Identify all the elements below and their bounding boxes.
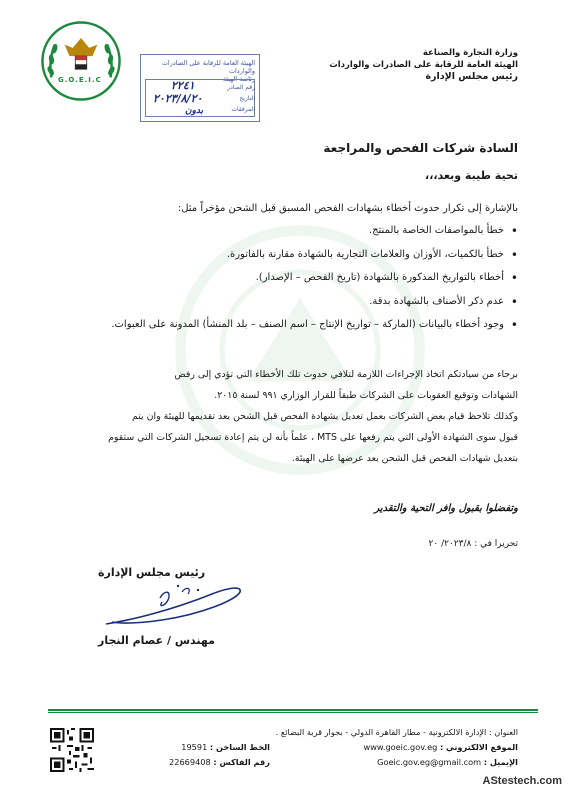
footer-address: العنوان : الإدارة الالكترونية - مطار القاهرة الدولي - بجوار قرية البضائع . xyxy=(275,727,518,737)
ministry-header xyxy=(288,47,518,83)
greeting: تحية طيبة وبعد،،، xyxy=(425,169,518,182)
list-item: • أخطاء بالتواريخ المذكورة بالشهادة (تاريخ الفحص – الإصدار). xyxy=(78,272,518,296)
addressee: السادة شركات الفحص والمراجعة xyxy=(323,141,518,155)
list-item: • خطأ بالكميات، الأوزان والعلامات التجارية بالشهادة مقارنة بالفاتورة. xyxy=(78,249,518,273)
paragraph-2 xyxy=(56,406,518,469)
footer-fax-row xyxy=(169,757,270,767)
footer-website-row xyxy=(364,742,519,752)
stamp-date-handwritten: ٢٠٢٣/٨/٢٠ xyxy=(153,92,203,105)
letter-date: تحريرا في : ٢٠٢٣/٨/ ٢٠ xyxy=(428,539,518,549)
list-item: • عدم ذكر الأصناف بالشهادة بدقة. xyxy=(78,296,518,320)
footer-email-label: الإيميل : xyxy=(483,757,518,767)
list-item: • خطأ بالمواصفات الخاصة بالمنتج. xyxy=(78,225,518,249)
footer-hotline-row xyxy=(181,742,270,752)
footer-divider xyxy=(48,709,538,711)
footer-website-label: الموقع الالكتروني : xyxy=(439,742,518,752)
signer-name: مهندس / عصام النجار xyxy=(98,634,215,647)
logo-caption: G.O.E.I.C xyxy=(58,76,102,84)
footer-hotline: 19591 xyxy=(181,742,208,752)
paragraph-1 xyxy=(56,364,518,406)
footer-hotline-label: الخط الساخن : xyxy=(209,742,270,752)
paragraph-2-line-2: قبول سوى الشهادة الأولى التي يتم رفعها على MTS ، علماً بأنه لن يتم إعادة تسجيل الشركات التي ستقوم xyxy=(108,432,518,443)
ministry-line-1: وزارة التجارة والصناعة xyxy=(422,48,518,58)
site-watermark: AStestech.com xyxy=(482,775,562,787)
list-item: • وجود أخطاء بالبيانات (الماركة – تواريخ الإنتاج – اسم الصنف – بلد المنشأ) المدونة على العبوات. xyxy=(78,319,518,343)
footer-fax-label: رقم الفاكس : xyxy=(213,757,270,767)
stamp-label-date: التاريخ xyxy=(239,95,255,102)
footer-website-link[interactable]: www.goeic.gov.eg xyxy=(363,742,438,752)
paragraph-2-line-3: بتعديل شهادات الفحص قبل الشحن بعد عرضها على الهيئة. xyxy=(291,453,518,464)
intro-text: بالإشارة إلى تكرار حدوث أخطاء بشهادات الفحص المسبق قبل الشحن مؤخراً مثل: xyxy=(177,203,518,214)
footer-email-link[interactable]: Goeic.gov.eg@gmail.com xyxy=(377,757,482,767)
goeic-logo xyxy=(40,20,122,102)
stamp-label-number: رقم الصادر xyxy=(227,84,255,91)
paragraph-2-line-1: وكذلك تلاحظ قيام بعض الشركات بعمل تعديل بشهادة الفحص قبل الشحن بعد تقديمها للهيئة وان يتم xyxy=(131,411,518,422)
qr-code-icon xyxy=(50,728,94,772)
stamp-org-line-1: الهيئة العامة للرقابة على الصادرات والواردات xyxy=(161,59,255,75)
paragraph-1-line-1: برجاء من سيادتكم اتخاذ الإجراءات اللازمة لتلافي حدوث تلك الأخطاء التي تؤدي إلى رفض xyxy=(174,369,518,380)
footer-divider-thin xyxy=(48,712,538,713)
handwritten-signature xyxy=(102,580,252,630)
error-list xyxy=(78,225,518,343)
stamp-org-line-2: رئاسة الهيئة xyxy=(222,75,255,83)
signature-title: رئيس مجلس الإدارة xyxy=(98,566,206,579)
stamp-attachments-handwritten: بدون xyxy=(185,106,204,116)
paragraph-1-line-2: الشهادات وتوقيع العقوبات على الشركات طبقاً للقرار الوزاري ٩٩١ لسنة ٢٠١٥. xyxy=(214,390,518,401)
ministry-line-2: الهيئة العامة للرقابة على الصادرات والواردات xyxy=(329,60,518,70)
footer-fax: 22669408 xyxy=(169,757,211,767)
closing: وتفضلوا بقبول وافر التحية والتقدير xyxy=(374,503,518,514)
stamp-label-attachments: المرفقات xyxy=(231,106,255,113)
stamp-number-handwritten: ٢٢٤١ xyxy=(171,79,195,92)
outgoing-stamp xyxy=(140,54,260,122)
footer-email-row xyxy=(377,757,518,767)
ministry-line-3: رئيس مجلس الإدارة xyxy=(425,71,518,82)
